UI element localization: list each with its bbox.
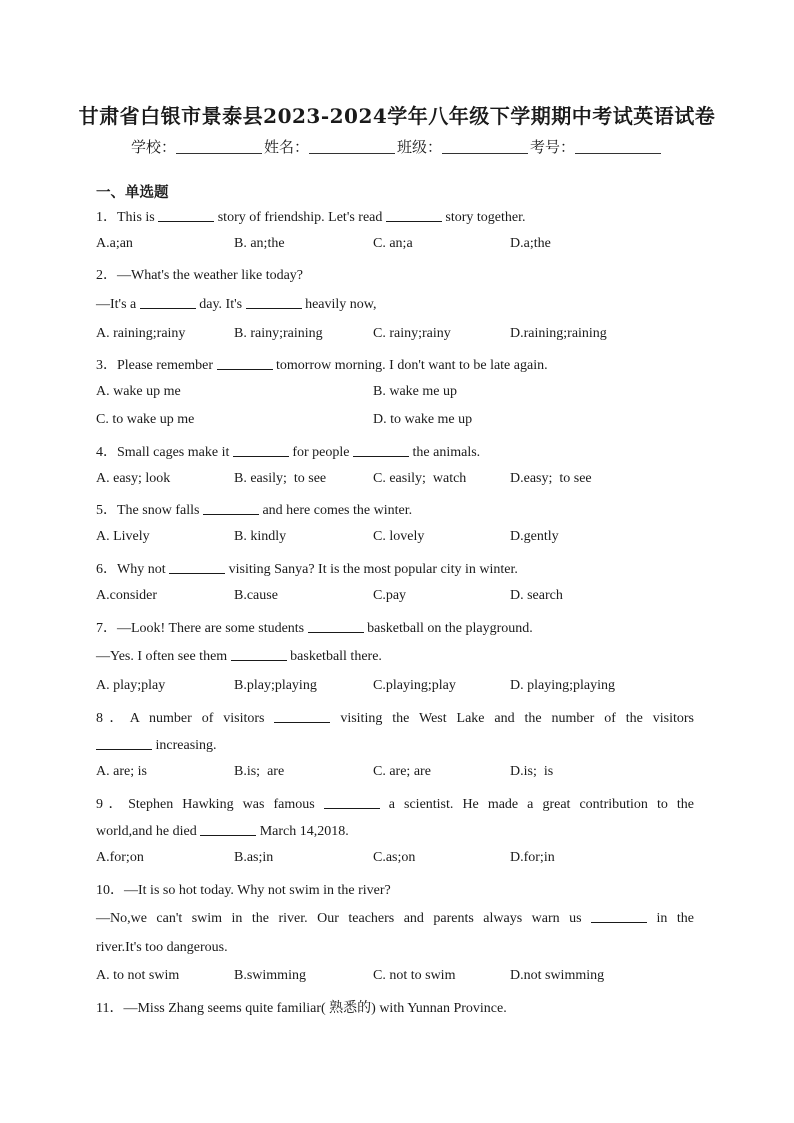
answer-blank	[308, 620, 364, 633]
option-a[interactable]: A.a;an	[96, 236, 133, 251]
option-d[interactable]: D. search	[510, 588, 563, 603]
option-b[interactable]: B.cause	[234, 588, 278, 603]
question-1-options	[96, 236, 706, 256]
option-b[interactable]: B. rainy;raining	[234, 326, 323, 341]
class-label: 班级：	[397, 138, 443, 156]
answer-blank	[140, 296, 196, 309]
answer-blank	[274, 710, 330, 723]
question-7-stem: 7．—Look! There are some students basketball on the playground.	[96, 621, 533, 636]
question-6-options	[96, 588, 706, 608]
answer-blank	[200, 823, 256, 836]
option-a[interactable]: A.consider	[96, 588, 158, 603]
question-3-stem: 3．Please remember tomorrow morning. I don't want to be late again.	[96, 358, 548, 373]
option-c[interactable]: C.playing;play	[373, 678, 456, 693]
question-2-options	[96, 326, 706, 346]
question-3-options-row2	[96, 412, 706, 432]
question-9-stem-line2: world,and he died March 14,2018.	[96, 824, 349, 839]
name-blank[interactable]	[309, 139, 395, 154]
question-2-stem: 2．—What's the weather like today?	[96, 268, 304, 283]
question-10-stem-line3: river.It's too dangerous.	[96, 940, 228, 955]
question-2-stem-line2: —It's a day. It's heavily now,	[96, 297, 377, 312]
option-b[interactable]: B. an;the	[234, 236, 285, 251]
option-b[interactable]: B.swimming	[234, 968, 306, 983]
question-8-stem: 8．A number of visitors visiting the West Lake and the number of the visitors	[96, 711, 695, 726]
option-c[interactable]: C.as;on	[373, 850, 416, 865]
answer-blank	[591, 910, 647, 923]
question-10-stem: 10．—It is so hot today. Why not swim in the river?	[96, 883, 391, 898]
answer-blank	[203, 502, 259, 515]
option-a[interactable]: A. play;play	[96, 678, 166, 693]
option-b[interactable]: B. easily; to see	[234, 471, 327, 486]
option-b[interactable]: B.as;in	[234, 850, 274, 865]
option-c[interactable]: C. are; are	[373, 764, 431, 779]
number-label: 考号：	[530, 138, 576, 156]
question-7-options	[96, 678, 706, 698]
option-a[interactable]: A. easy; look	[96, 471, 171, 486]
question-7-stem-line2: —Yes. I often see them basketball there.	[96, 649, 382, 664]
option-b[interactable]: B.is; are	[234, 764, 285, 779]
answer-blank	[233, 444, 289, 457]
option-d[interactable]: D. playing;playing	[510, 678, 615, 693]
school-blank[interactable]	[176, 139, 262, 154]
option-a[interactable]: A. to not swim	[96, 968, 180, 983]
option-c[interactable]: C. easily; watch	[373, 471, 467, 486]
option-c[interactable]: C. not to swim	[373, 968, 456, 983]
question-8-stem-line2: increasing.	[96, 737, 217, 754]
option-d[interactable]: D.is; is	[510, 764, 554, 779]
question-6-stem: 6．Why not visiting Sanya? It is the most popular city in winter.	[96, 562, 518, 577]
question-9-options	[96, 850, 706, 870]
option-b[interactable]: B.play;playing	[234, 678, 317, 693]
option-d[interactable]: D.for;in	[510, 850, 555, 865]
answer-blank	[96, 737, 152, 750]
question-10-stem-line2: —No,we can't swim in the river. Our teachers and parents always warn us in the	[96, 911, 694, 926]
exam-title: 甘肃省白银市景泰县2023-2024学年八年级下学期期中考试英语试卷	[78, 104, 716, 128]
option-c[interactable]: C. lovely	[373, 529, 425, 544]
option-d[interactable]: D.not swimming	[510, 968, 605, 983]
option-a[interactable]: A. are; is	[96, 764, 147, 779]
option-d[interactable]: D.easy; to see	[510, 471, 592, 486]
answer-blank	[169, 561, 225, 574]
question-10-options	[96, 968, 706, 988]
question-4-stem: 4．Small cages make it for people the animals.	[96, 445, 481, 460]
option-c[interactable]: C. to wake up me	[96, 412, 195, 427]
answer-blank	[353, 444, 409, 457]
question-5-options	[96, 529, 706, 549]
question-4-options	[96, 471, 706, 491]
section-heading: 一、单选题	[96, 185, 169, 201]
option-b[interactable]: B. kindly	[234, 529, 287, 544]
question-11-stem: 11．—Miss Zhang seems quite familiar( 熟悉的) with Yunnan Province.	[96, 1001, 507, 1016]
option-a[interactable]: A. Lively	[96, 529, 150, 544]
answer-blank	[158, 209, 214, 222]
option-d[interactable]: D. to wake me up	[373, 412, 473, 427]
option-d[interactable]: D.gently	[510, 529, 559, 544]
question-9-stem: 9．Stephen Hawking was famous a scientist. He made a great contribution to the	[96, 797, 694, 812]
answer-blank	[386, 209, 442, 222]
name-label: 姓名：	[263, 138, 309, 156]
option-d[interactable]: D.a;the	[510, 236, 551, 251]
option-c[interactable]: C. an;a	[373, 236, 413, 251]
option-a[interactable]: A. wake up me	[96, 384, 181, 399]
answer-blank	[231, 648, 287, 661]
option-d[interactable]: D.raining;raining	[510, 326, 607, 341]
option-c[interactable]: C. rainy;rainy	[373, 326, 451, 341]
answer-blank	[324, 796, 380, 809]
class-blank[interactable]	[442, 139, 528, 154]
option-a[interactable]: A.for;on	[96, 850, 144, 865]
question-1-stem: 1．This is story of friendship. Let's read story together.	[96, 210, 526, 225]
option-b[interactable]: B. wake me up	[373, 384, 457, 399]
option-c[interactable]: C.pay	[373, 588, 407, 603]
student-info-line	[0, 136, 794, 157]
option-a[interactable]: A. raining;rainy	[96, 326, 186, 341]
answer-blank	[246, 296, 302, 309]
answer-blank	[217, 357, 273, 370]
question-3-options-row1	[96, 384, 706, 404]
number-blank[interactable]	[575, 139, 661, 154]
question-8-options	[96, 764, 706, 784]
school-label: 学校：	[130, 138, 176, 156]
question-5-stem: 5．The snow falls and here comes the winter.	[96, 503, 413, 518]
